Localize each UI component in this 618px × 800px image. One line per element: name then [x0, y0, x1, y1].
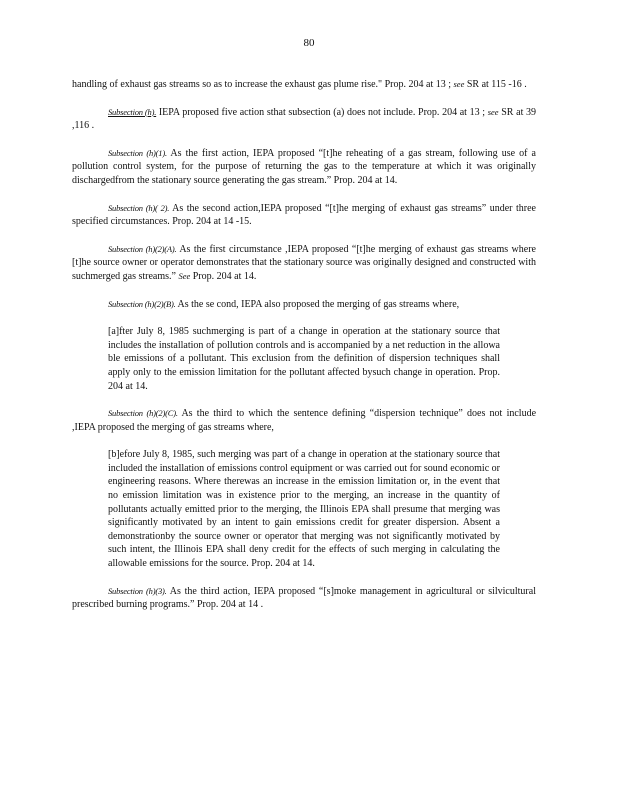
subsection-heading: Subsection (h)( 2).: [108, 202, 170, 213]
paragraph-text: IEPA proposed five action sthat subsection (a) does not include. Prop. 204 at 13 ;: [156, 106, 488, 118]
block-quote-after-1985: [a]fter July 8, 1985 suchmerging is part of a change in operation at the stationary source that includes the installation of pollution controls and is accompanied by a net reduction in the allowa ble emissions of a pollutant. This exclusion from the definition of dispersion techniques shall apply only to the emission limitation for the pollutant affected bysuch change in operation. Prop. 204 at 14.: [108, 326, 500, 392]
paragraph-citation: SR at 39 ,116 .: [72, 106, 536, 132]
paragraph-subsection-h: [72, 106, 536, 133]
paragraph-continuation: [72, 78, 536, 92]
paragraph-text: As the third action, IEPA proposed “[s]moke management in agricultural or silvicultural prescribed burning programs.” Prop. 204 at 14 .: [72, 585, 536, 611]
paragraph-text: As the se cond, IEPA also proposed the merging of gas streams where,: [175, 298, 460, 310]
page-number: 80: [303, 37, 315, 49]
paragraph-text: handling of exhaust gas streams so as to increase the exhaust gas plume rise." Prop. 204 at 13 ;: [72, 79, 454, 90]
block-quote-before-1985: [b]efore July 8, 1985, such merging was part of a change in operation at the stationary source that included the installation of emissions control equipment or was carried out for sound economic or engineering reasons. Where therewas an increase in the emission limitation or, in the event that no emission limitation was in existence prior to the merging, an increase in the quantity of pollutants actually emitted prior to the merging, the Illinois EPA shall presume that merging was significantly motivated by an intent to gain emissions credit for greater dispersion. Absent a demonstrationby the source owner or operator that merging was not significantly motivated by such intent, the Illinois EPA shall deny credit for the effects of such merging in calculating the allowable emissions for the source. Prop. 204 at 14.: [108, 449, 500, 570]
subsection-heading: Subsection (h)(2)(C).: [108, 408, 178, 419]
document-body: [72, 78, 536, 626]
paragraph-citation: Prop. 204 at 14.: [190, 270, 257, 282]
paragraph-text: As the first circumstance ,IEPA proposed “[t]he merging of exhaust gas streams where [t]he source owner or operator demonstrates that the stationary source was originally designed and constructed with suchmerged gas streams.”: [72, 243, 536, 282]
subsection-heading: Subsection (h)(2)(B).: [108, 298, 176, 309]
subsection-heading: Subsection (h)(3).: [108, 585, 167, 596]
paragraph-text: As the second action,IEPA proposed “[t]he merging of exhaust gas streams” under three specified circumstances. Prop. 204 at 14 -15.: [72, 202, 536, 228]
see-signal: see: [487, 106, 499, 117]
paragraph-citation: SR at 115 -16 .: [464, 79, 527, 90]
paragraph-subsection-h2a: [72, 243, 536, 284]
paragraph-text: As the first action, IEPA proposed “[t]he reheating of a gas stream, following use of a pollution control system, for the purpose of returning the gas to the temperature at which it was originally dischargedfrom the stationary source generating the gas stream.” Prop. 204 at 14.: [72, 147, 536, 186]
paragraph-subsection-h2c: [72, 407, 536, 434]
subsection-heading: Subsection (h).: [108, 106, 157, 117]
paragraph-subsection-h2: [72, 202, 536, 229]
see-signal: see: [453, 79, 465, 89]
paragraph-text: As the third to which the sentence defining “dispersion technique” does not include ,IEPA proposed the merging of gas streams where,: [72, 408, 537, 433]
paragraph-subsection-h1: [72, 147, 536, 188]
subsection-heading: Subsection (h)(2)(A).: [108, 243, 177, 254]
see-signal: See: [178, 270, 191, 281]
subsection-heading: Subsection (h)(1).: [108, 147, 167, 158]
paragraph-subsection-h2b: [72, 298, 536, 312]
paragraph-subsection-h3: [72, 585, 536, 612]
